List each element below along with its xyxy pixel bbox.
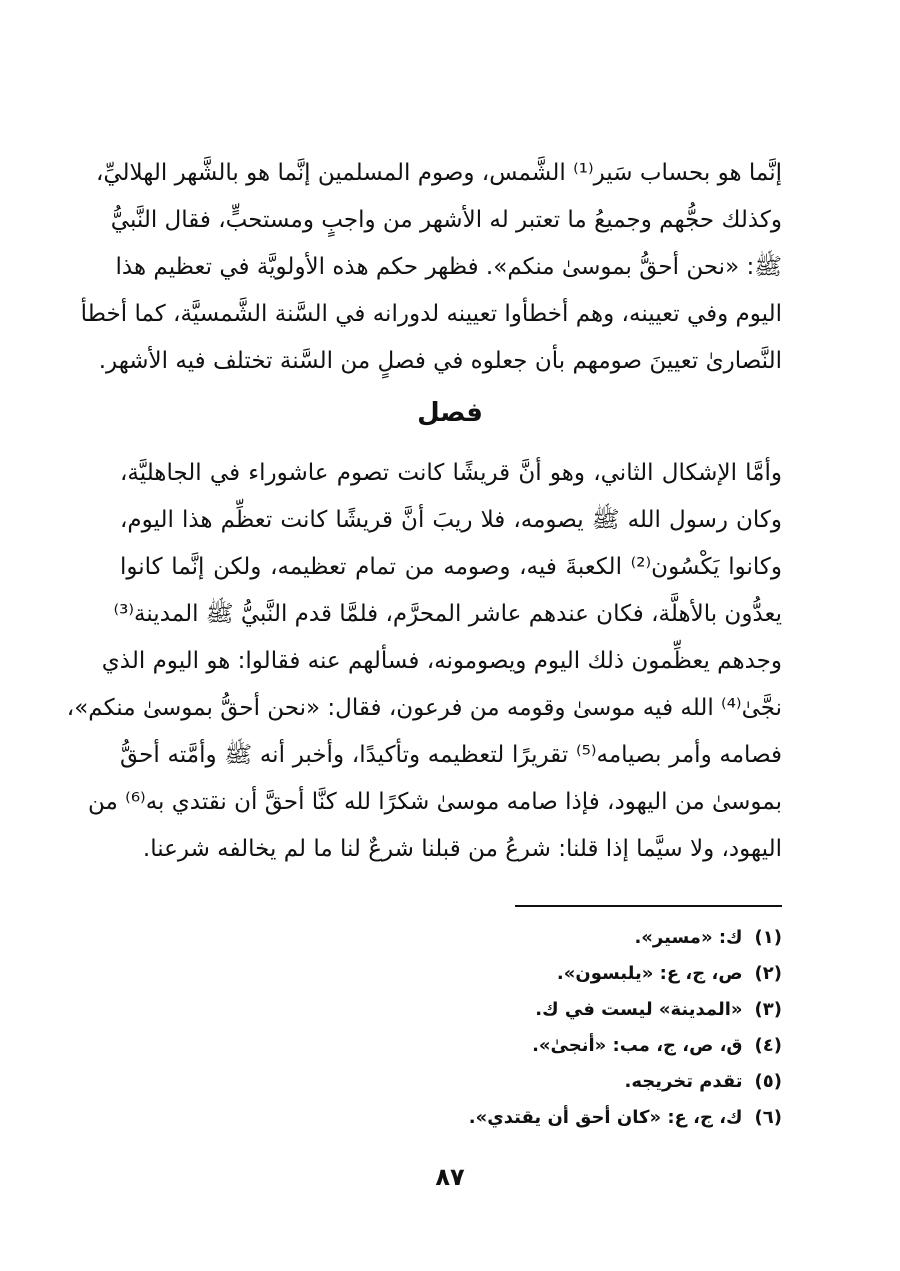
text-line: نجَّىٰ⁽⁴⁾ الله فيه موسىٰ وقومه من فرعون، فقال: «نحن أحقُّ بموسىٰ منكم»، [66,695,782,721]
text-line: النَّصارىٰ تعيينَ صومهم بأن جعلوه في فصلٍ من السَّنة تختلف فيه الأشهر. [98,348,782,374]
text-line: بموسىٰ من اليهود، فإذا صامه موسىٰ شكرًا لله كنَّا أحقَّ أن نقتدي به⁽⁶⁾ من [88,789,782,815]
text-line: ﷺ: «نحن أحقُّ بموسىٰ منكم». فظهر حكم هذه الأولويَّة في تعظيم هذا [115,254,782,280]
footnote-number: (٦) [754,1107,782,1128]
text-line: وجدهم يعظِّمون ذلك اليوم ويصومونه، فسألهم عنه فقالوا: هو اليوم الذي [101,648,782,674]
text-line: وكانوا يَكْسُون⁽²⁾ الكعبةَ فيه، وصومه من تمام تعظيمه، ولكن إنَّما كانوا [120,554,782,580]
text-line: وأمَّا الإشكال الثاني، وهو أنَّ قريشًا كانت تصوم عاشوراء في الجاهليَّة، [120,460,782,486]
text-line: اليهود، ولا سيَّما إذا قلنا: شرعُ من قبلنا شرعٌ لنا ما لم يخالفه شرعنا. [142,836,782,862]
footnote-text: ص، ج، ع: «يلبسون». [556,963,743,984]
footnote-number: (٣) [754,999,782,1020]
footnote-item [120,1028,782,1064]
paragraph-2 [66,450,783,873]
footnote-text: ك، ج، ع: «كان أحق أن يقتدي». [468,1107,743,1128]
footnotes [120,920,782,1136]
footnote-item [120,956,782,992]
text-line: يعدُّون بالأهلَّة، فكان عندهم عاشر المحرَّم، فلمَّا قدم النَّبيُّ ﷺ المدينة⁽³⁾ [113,601,782,627]
paragraph-1 [80,150,782,385]
footnote-text: ق، ص، ج، مب: «أنجىٰ». [532,1035,743,1056]
footnote-number: (٢) [754,963,782,984]
footnote-text: «المدينة» ليست في ك. [535,999,743,1020]
footnote-text: تقدم تخريجه. [624,1071,743,1092]
text-line: وكان رسول الله ﷺ يصومه، فلا ريبَ أنَّ قريشًا كانت تعظِّم هذا اليوم، [120,507,782,533]
footnote-item [120,920,782,956]
footnote-item [120,992,782,1028]
footnote-separator [515,905,782,907]
page-number: ٨٧ [435,1163,465,1191]
footnote-number: (٥) [754,1071,782,1092]
footnote-text: ك: «مسير». [634,927,743,948]
footnote-item [120,1064,782,1100]
text-line: وكذلك حجُّهم وجميعُ ما تعتبر له الأشهر من واجبٍ ومستحبٍّ، فقال النَّبيُّ [110,207,782,233]
section-heading: فصل [417,398,483,428]
text-line: إنَّما هو بحساب سَير⁽¹⁾ الشَّمس، وصوم المسلمين إنَّما هو بالشَّهر الهلاليِّ، [95,160,782,186]
text-line: اليوم وفي تعيينه، وهم أخطأوا تعيينه لدورانه في السَّنة الشَّمسيَّة، كما أخطأ [80,301,782,327]
text-line: فصامه وأمر بصيامه⁽⁵⁾ تقريرًا لتعظيمه وتأكيدًا، وأخبر أنه ﷺ وأمَّته أحقُّ [120,742,783,768]
footnote-number: (١) [754,927,782,948]
footnote-item [120,1100,782,1136]
footnote-number: (٤) [754,1035,782,1056]
